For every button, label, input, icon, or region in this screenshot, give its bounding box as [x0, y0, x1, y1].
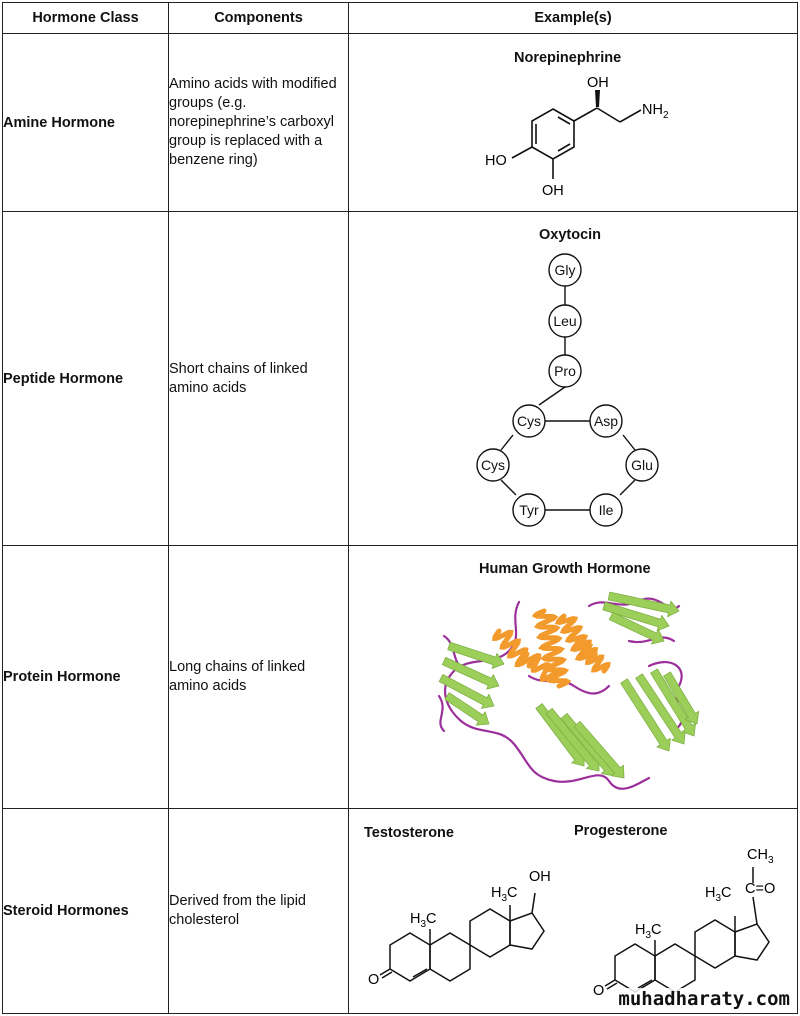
svg-text:Gly: Gly: [554, 262, 576, 278]
progesterone-structure: [593, 847, 775, 999]
hormone-table: [2, 2, 798, 1014]
residue-cys-top: [513, 405, 545, 437]
oh-label: OH: [587, 75, 609, 91]
table-row: [3, 809, 798, 1014]
example-title: Testosterone: [364, 825, 454, 841]
svg-text:Cys: Cys: [516, 413, 542, 429]
residue-leu: [549, 305, 581, 337]
table-row: [3, 212, 798, 546]
svg-text:O: O: [368, 972, 380, 988]
svg-text:H3C: $H_3C$: [635, 922, 662, 941]
header-hormone-class: Hormone Class: [3, 3, 169, 34]
residue-asp: [590, 405, 622, 437]
svg-text:Asp: Asp: [593, 413, 619, 429]
hormone-class: Amine Hormone: [3, 34, 169, 212]
svg-text:Ile: Ile: [598, 502, 614, 518]
oxytocin-structure: [349, 212, 798, 546]
hormone-class: Peptide Hormone: [3, 212, 169, 546]
residue-glu: [626, 449, 658, 481]
protein-loop: [554, 775, 649, 788]
example-title: Human Growth Hormone: [479, 561, 651, 577]
svg-text:CH3: $CH_3$: [747, 847, 774, 866]
svg-text:C=O: C=O: [745, 881, 776, 897]
svg-text:Leu: Leu: [553, 313, 577, 329]
norepinephrine-structure: [349, 34, 798, 212]
nh2-label: $NH_2$: [642, 102, 669, 121]
svg-text:O: O: [593, 983, 605, 999]
svg-text:Pro: Pro: [554, 363, 576, 379]
components: Amino acids with modified groups (e.g. norepinephrine’s carboxyl group is replaced with a benzene ring): [169, 34, 349, 212]
svg-text:H3C: $H_3C$: [410, 911, 437, 930]
svg-text:H3C: $H_3C$: [705, 885, 732, 904]
example-cell: [349, 34, 798, 212]
svg-text:Tyr: Tyr: [519, 502, 539, 518]
svg-text:Cys: Cys: [480, 457, 506, 473]
svg-text:OH: OH: [529, 869, 551, 885]
steroid-structures: [349, 809, 798, 1014]
example-cell: [349, 212, 798, 546]
growth-hormone-structure: [349, 546, 798, 809]
protein-loop: [461, 721, 554, 781]
oh-bottom-label: OH: [542, 183, 564, 199]
residue-ile: [590, 494, 622, 526]
table-row: [3, 34, 798, 212]
ho-label: HO: [485, 153, 507, 169]
residue-cys-left: [477, 449, 509, 481]
protein-loop: [439, 696, 444, 731]
header-examples: Example(s): [349, 3, 798, 34]
hormone-class: Protein Hormone: [3, 546, 169, 809]
example-title: Oxytocin: [539, 227, 602, 243]
testosterone-structure: [368, 869, 551, 988]
residue-gly: [549, 254, 581, 286]
table-row: [3, 546, 798, 809]
header-row: [3, 3, 798, 34]
residue-tyr: [513, 494, 545, 526]
components: Long chains of linked amino acids: [169, 546, 349, 809]
header-components: Components: [169, 3, 349, 34]
example-title: Progesterone: [574, 823, 668, 839]
residue-pro: [549, 355, 581, 387]
components: Short chains of linked amino acids: [169, 212, 349, 546]
svg-text:H3C: $H_3C$: [491, 885, 518, 904]
svg-text:Glu: Glu: [631, 457, 653, 473]
hormone-class: Steroid Hormones: [3, 809, 169, 1014]
example-title: Norepinephrine: [514, 50, 622, 66]
components: Derived from the lipid cholesterol: [169, 809, 349, 1014]
example-cell: [349, 546, 798, 809]
example-cell: [349, 809, 798, 1014]
watermark: muhadharaty.com: [618, 988, 790, 1010]
